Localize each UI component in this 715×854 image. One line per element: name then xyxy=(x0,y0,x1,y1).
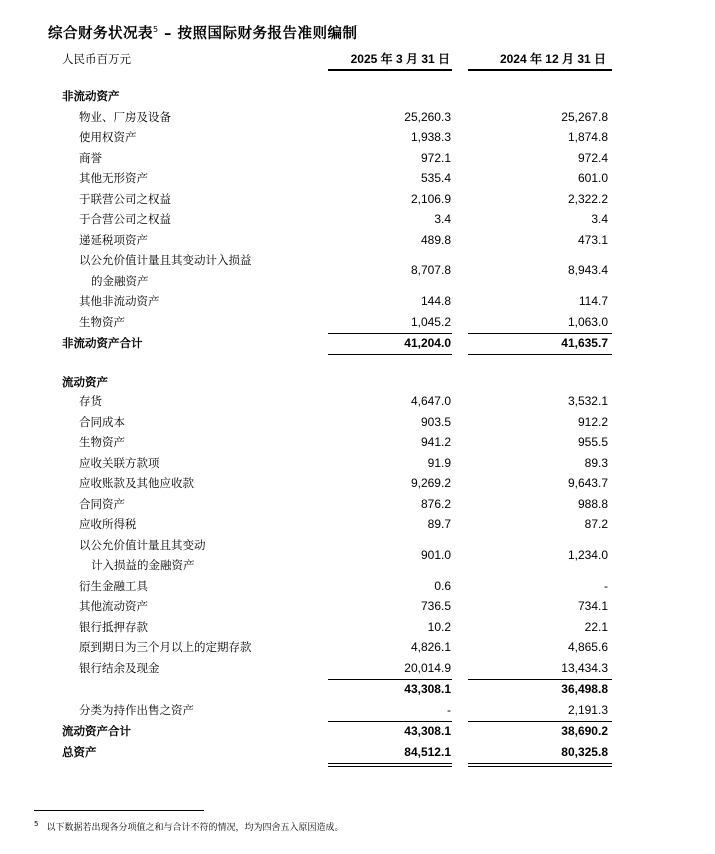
table-row-label-line1: 以公允价值计量且其变动计入损益 xyxy=(79,253,252,267)
total-row-non-current: 非流动资产合计 41,204.0 41,635.7 xyxy=(62,336,608,350)
table-row: 存货 4,647.0 3,532.1 xyxy=(79,394,608,408)
statement-title: 综合财务状况表$^5$ – 按照国际财务报告准则编制 xyxy=(48,25,358,42)
table-row: 生物资产 1,045.2 1,063.0 xyxy=(79,315,608,329)
header-underline-2 xyxy=(468,69,612,71)
table-row: 商誉 972.1 972.4 xyxy=(79,151,608,165)
table-row: 原到期日为三个月以上的定期存款 4,826.1 4,865.6 xyxy=(79,640,608,654)
table-row-label-line2: 的金融资产 xyxy=(91,274,149,288)
table-row-label-line1: 以公允价值计量且其变动 xyxy=(79,538,206,552)
table-row: 于联营公司之权益 2,106.9 2,322.2 xyxy=(79,192,608,206)
double-rule xyxy=(328,766,452,767)
table-row: 衍生金融工具 0.6 - xyxy=(79,579,608,593)
table-row: 合同成本 903.5 912.2 xyxy=(79,415,608,429)
table-row-label-line2: 计入损益的金融资产 xyxy=(91,558,195,572)
double-rule xyxy=(328,763,452,764)
grand-total-row: 总资产 84,512.1 80,325.8 xyxy=(62,745,608,759)
subtotal-row: 43,308.1 36,498.8 xyxy=(404,682,608,696)
table-row: 其他流动资产 736.5 734.1 xyxy=(79,599,608,613)
total-rule xyxy=(468,354,612,355)
column-header-2025: 2025 年 3 月 31 日 xyxy=(350,52,450,66)
table-row: 银行结余及现金 20,014.9 13,434.3 xyxy=(79,661,608,675)
table-row: 应收所得税 89.7 87.2 xyxy=(79,517,608,531)
table-row: 应收关联方款项 91.9 89.3 xyxy=(79,456,608,470)
table-row: 银行抵押存款 10.2 22.1 xyxy=(79,620,608,634)
section-heading: 流动资产 xyxy=(62,375,108,389)
table-row: 合同资产 876.2 988.8 xyxy=(79,497,608,511)
table-row: 其他无形资产 535.4 601.0 xyxy=(79,171,608,185)
table-row: 其他非流动资产 144.8 114.7 xyxy=(79,294,608,308)
table-row: 递延税项资产 489.8 473.1 xyxy=(79,233,608,247)
total-rule xyxy=(328,354,452,355)
table-row: 8,707.8 8,943.4 xyxy=(410,263,608,277)
table-row: 于合营公司之权益 3.4 3.4 xyxy=(79,212,608,226)
header-underline-1 xyxy=(328,69,452,71)
unit-label: 人民币百万元 xyxy=(62,52,131,66)
double-rule xyxy=(468,763,612,764)
section-heading: 非流动资产 xyxy=(62,89,120,103)
column-header-2024: 2024 年 12 月 31 日 xyxy=(499,52,606,66)
footnote-separator xyxy=(34,810,204,811)
table-row: 生物资产 941.2 955.5 xyxy=(79,435,608,449)
table-row: 应收账款及其他应收款 9,269.2 9,643.7 xyxy=(79,476,608,490)
table-row: 分类为持作出售之资产 - 2,191.3 xyxy=(79,703,608,717)
table-row: 901.0 1,234.0 xyxy=(420,548,608,562)
table-row: 物业、厂房及设备 25,260.3 25,267.8 xyxy=(79,110,608,124)
footnote: $^5$ 以下数据若出现各分项值之和与合计不符的情况，均为四舍五入原因造成。 xyxy=(34,820,344,833)
table-row: 使用权资产 1,938.3 1,874.8 xyxy=(79,130,608,144)
total-row-current: 流动资产合计 43,308.1 38,690.2 xyxy=(62,724,608,738)
double-rule xyxy=(468,766,612,767)
